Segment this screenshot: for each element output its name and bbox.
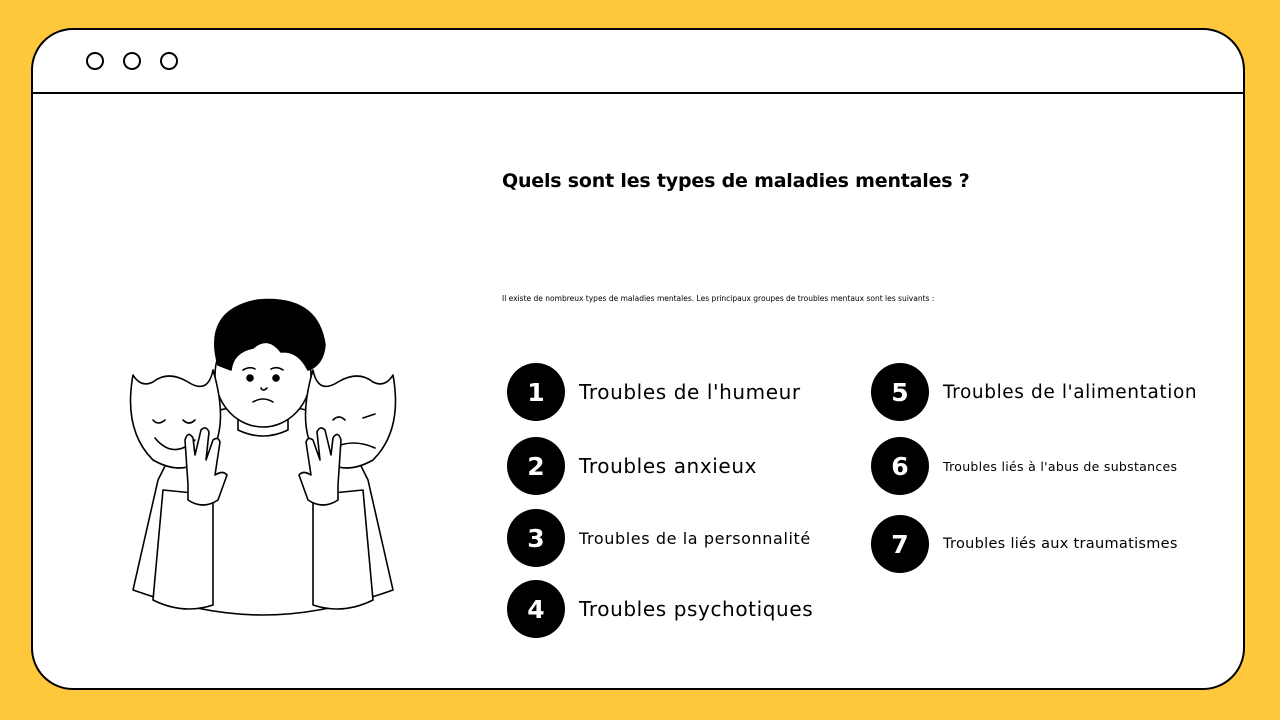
slide-title: Quels sont les types de maladies mentales ? [502, 170, 970, 192]
window-dot-icon[interactable] [160, 52, 178, 70]
list-item [871, 363, 1197, 421]
item-label: Troubles de l'humeur [579, 380, 801, 404]
list-item [507, 580, 813, 638]
list-item [871, 515, 1178, 573]
number-badge: 4 [507, 580, 565, 638]
list-item [871, 437, 1177, 495]
number-badge: 7 [871, 515, 929, 573]
slide-intro: Il existe de nombreux types de maladies mentales. Les principaux groupes de troubles mentaux sont les suivants : [502, 294, 935, 303]
item-label: Troubles psychotiques [579, 597, 814, 621]
window-dot-icon[interactable] [123, 52, 141, 70]
number-badge: 3 [507, 509, 565, 567]
item-label: Troubles de la personnalité [579, 528, 811, 548]
list-item [507, 363, 801, 421]
item-label: Troubles de l'alimentation [943, 381, 1198, 403]
browser-window [31, 28, 1245, 690]
person-with-masks-illustration [93, 270, 433, 630]
number-badge: 6 [871, 437, 929, 495]
number-badge: 5 [871, 363, 929, 421]
window-dot-icon[interactable] [86, 52, 104, 70]
window-titlebar [33, 30, 1243, 94]
list-item [507, 509, 811, 567]
number-badge: 2 [507, 437, 565, 495]
item-label: Troubles liés à l'abus de substances [943, 458, 1178, 474]
item-label: Troubles anxieux [579, 454, 758, 478]
number-badge: 1 [507, 363, 565, 421]
list-item [507, 437, 757, 495]
item-label: Troubles liés aux traumatismes [943, 536, 1178, 552]
